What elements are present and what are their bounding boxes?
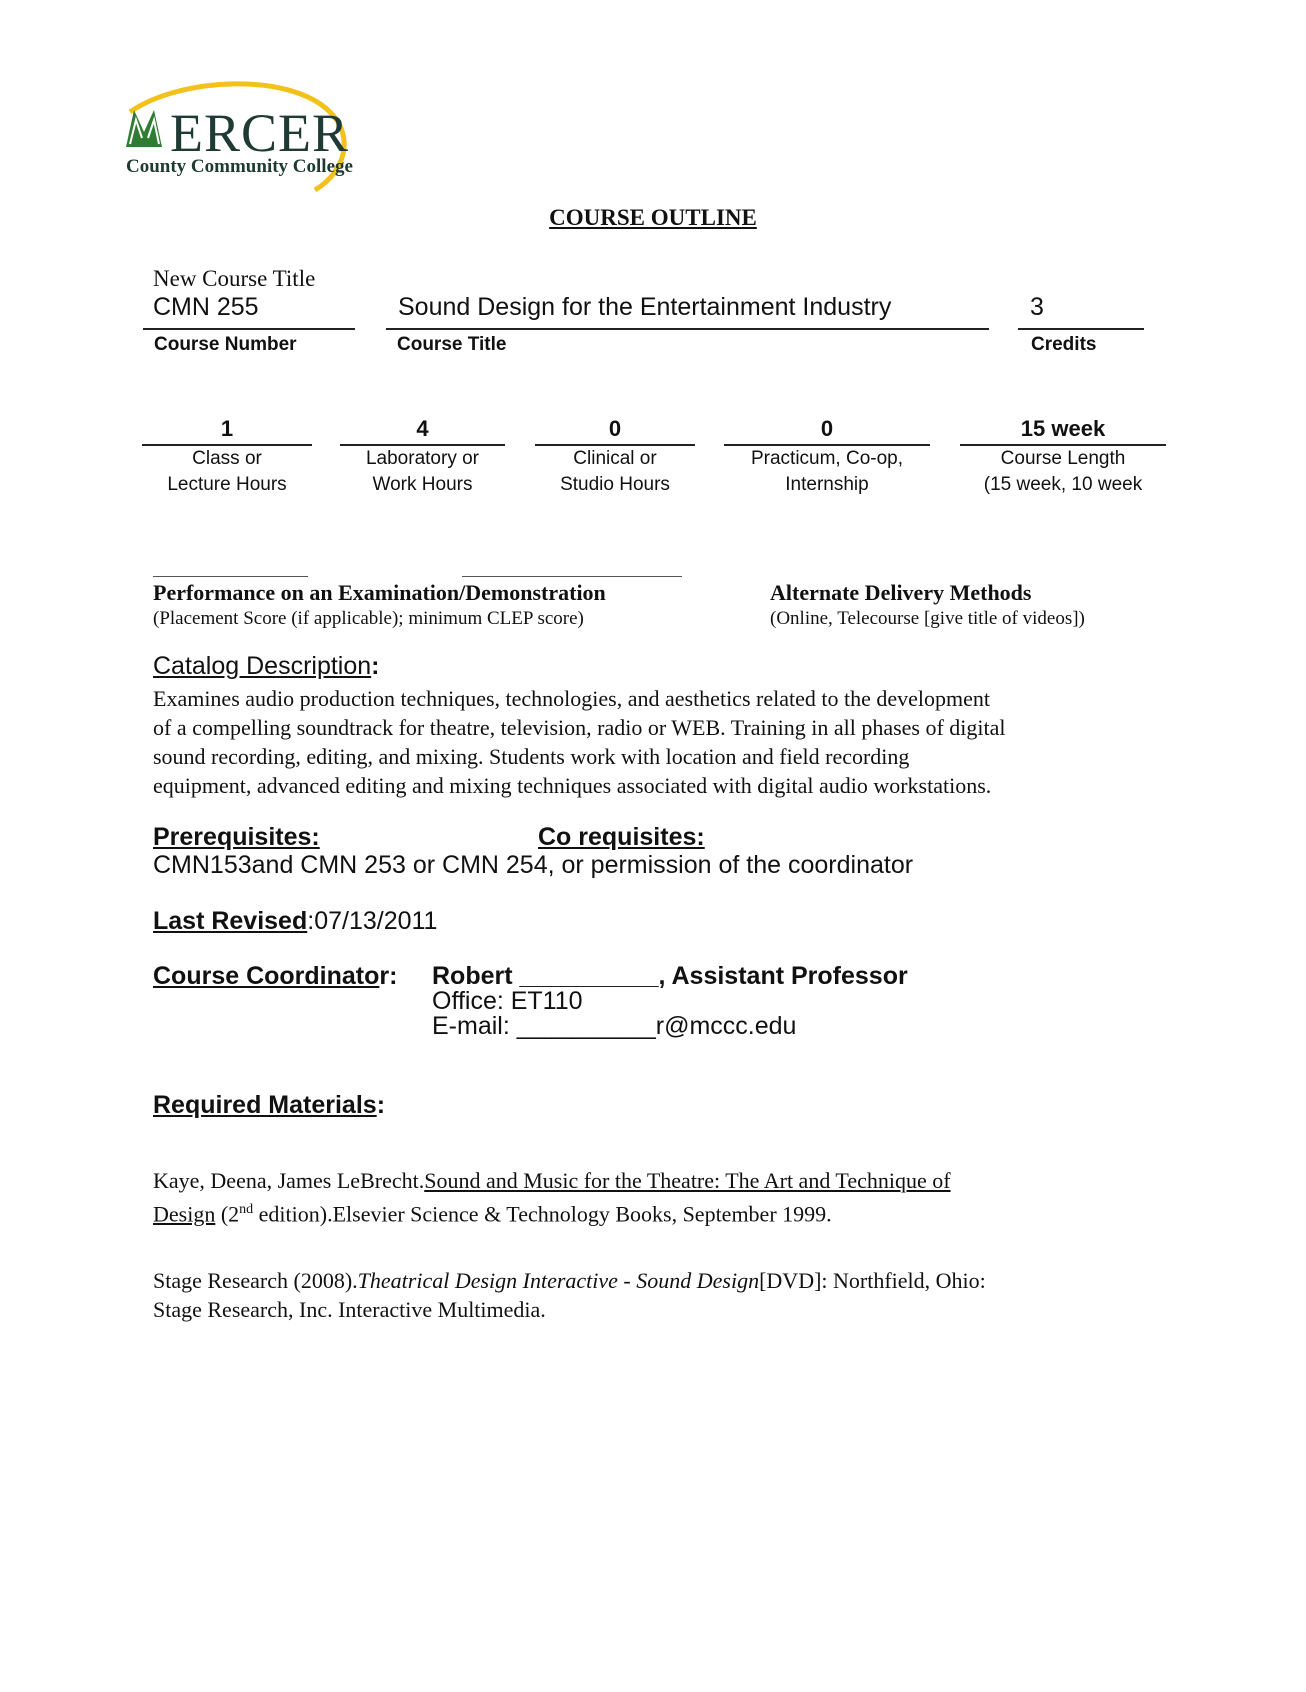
college-logo (120, 72, 380, 212)
hours-value: 0 (820, 416, 834, 441)
ref-edition-sup: nd (239, 1202, 254, 1217)
coordinator-heading-text: Course Coordinato (153, 962, 380, 990)
perf-blank-line (462, 576, 682, 577)
hours-label: Laboratory or (365, 448, 479, 469)
prerequisites-heading: Prerequisites: (153, 823, 320, 851)
credits-line (1018, 328, 1144, 330)
course-title-value: Sound Design for the Entertainment Industry (398, 293, 892, 321)
hours-label: Lecture Hours (167, 474, 287, 495)
course-number-line (143, 328, 355, 330)
reference-kaye (153, 1166, 1173, 1228)
hours-label: Internship (785, 474, 869, 495)
coordinator-heading-tail: r: (379, 962, 398, 990)
perf-blank-line (153, 576, 308, 577)
last-revised (153, 907, 437, 936)
hours-label: (15 week, 10 week (983, 474, 1143, 495)
hours-value: 0 (608, 416, 622, 441)
last-revised-heading: Last Revised (153, 907, 308, 935)
coordinator-email: E-mail: __________r@mccc.edu (432, 1012, 797, 1040)
ref-title-end: Design (153, 1201, 216, 1227)
alternate-delivery-sublabel: (Online, Telecourse [give title of videos]) (770, 608, 1085, 629)
hours-label: Class or (192, 448, 262, 469)
ref2-author: Stage Research (2008). (153, 1268, 358, 1293)
ref-publisher: edition).Elsevier Science & Technology Books, September 1999. (253, 1201, 832, 1227)
hours-laboratory-work (340, 416, 505, 498)
ref-edition: (2 (215, 1201, 240, 1227)
catalog-heading-text: Catalog Description (153, 652, 372, 680)
credits-value: 3 (1030, 293, 1044, 321)
alternate-delivery-label: Alternate Delivery Methods (770, 580, 1032, 605)
corequisites-heading: Co requisites: (538, 823, 705, 851)
hours-label: Work Hours (372, 474, 473, 495)
new-course-title-label: New Course Title (153, 266, 316, 291)
hours-label: Clinical or (573, 448, 657, 469)
ref2-medium: [DVD]: Northfield, Ohio: (759, 1268, 986, 1293)
catalog-line: sound recording, editing, and mixing. Students work with location and field recording (153, 744, 910, 769)
hours-label: Practicum, Co-op, (750, 448, 904, 469)
credits-label: Credits (1031, 334, 1097, 355)
course-number-label: Course Number (154, 334, 297, 355)
hours-value: 15 week (1020, 416, 1106, 441)
ref2-publisher: Stage Research, Inc. Interactive Multimedia. (153, 1297, 546, 1322)
catalog-line: equipment, advanced editing and mixing techniques associated with digital audio workstations. (153, 773, 992, 798)
catalog-line: Examines audio production techniques, technologies, and aesthetics related to the development (153, 686, 990, 711)
hours-practicum (724, 416, 930, 498)
performance-sublabel: (Placement Score (if applicable); minimum CLEP score) (153, 608, 584, 629)
logo-subtitle: County Community College (126, 156, 353, 177)
hours-clinical-studio (535, 416, 695, 498)
ref-authors: Kaye, Deena, James LeBrecht. (153, 1168, 425, 1193)
catalog-heading-colon: : (371, 652, 380, 680)
last-revised-date: :07/13/2011 (307, 907, 438, 935)
catalog-heading (153, 652, 380, 681)
hours-value: 1 (220, 416, 234, 441)
course-number-value: CMN 255 (153, 293, 259, 321)
hours-value: 4 (416, 416, 429, 441)
coordinator-heading (153, 962, 397, 991)
reference-stage-research (153, 1266, 1173, 1324)
hours-label: Course Length (1000, 448, 1126, 469)
required-materials-heading (153, 1091, 385, 1120)
coordinator-office: Office: ET110 (432, 987, 583, 1015)
performance-label: Performance on an Examination/Demonstration (153, 580, 606, 605)
catalog-description (153, 684, 1163, 800)
hours-label: Studio Hours (560, 474, 670, 495)
hours-course-length (960, 416, 1166, 498)
coordinator-name: Robert __________, Assistant Professor (432, 962, 908, 990)
logo-text: ERCER (170, 103, 350, 163)
required-materials-colon: : (376, 1091, 386, 1119)
course-title-line (386, 328, 989, 330)
hours-class-lecture (142, 416, 312, 498)
ref-title: Sound and Music for the Theatre: The Art and Technique of (424, 1168, 951, 1193)
catalog-line: of a compelling soundtrack for theatre, television, radio or WEB. Training in all phases of digital (153, 715, 1006, 740)
ref2-title: Theatrical Design Interactive - Sound Design (357, 1268, 760, 1293)
prerequisites-text: CMN153and CMN 253 or CMN 254, or permission of the coordinator (153, 851, 914, 879)
required-materials-text: Required Materials (153, 1091, 377, 1119)
page-title: COURSE OUTLINE (549, 205, 757, 230)
course-title-label: Course Title (397, 334, 507, 355)
